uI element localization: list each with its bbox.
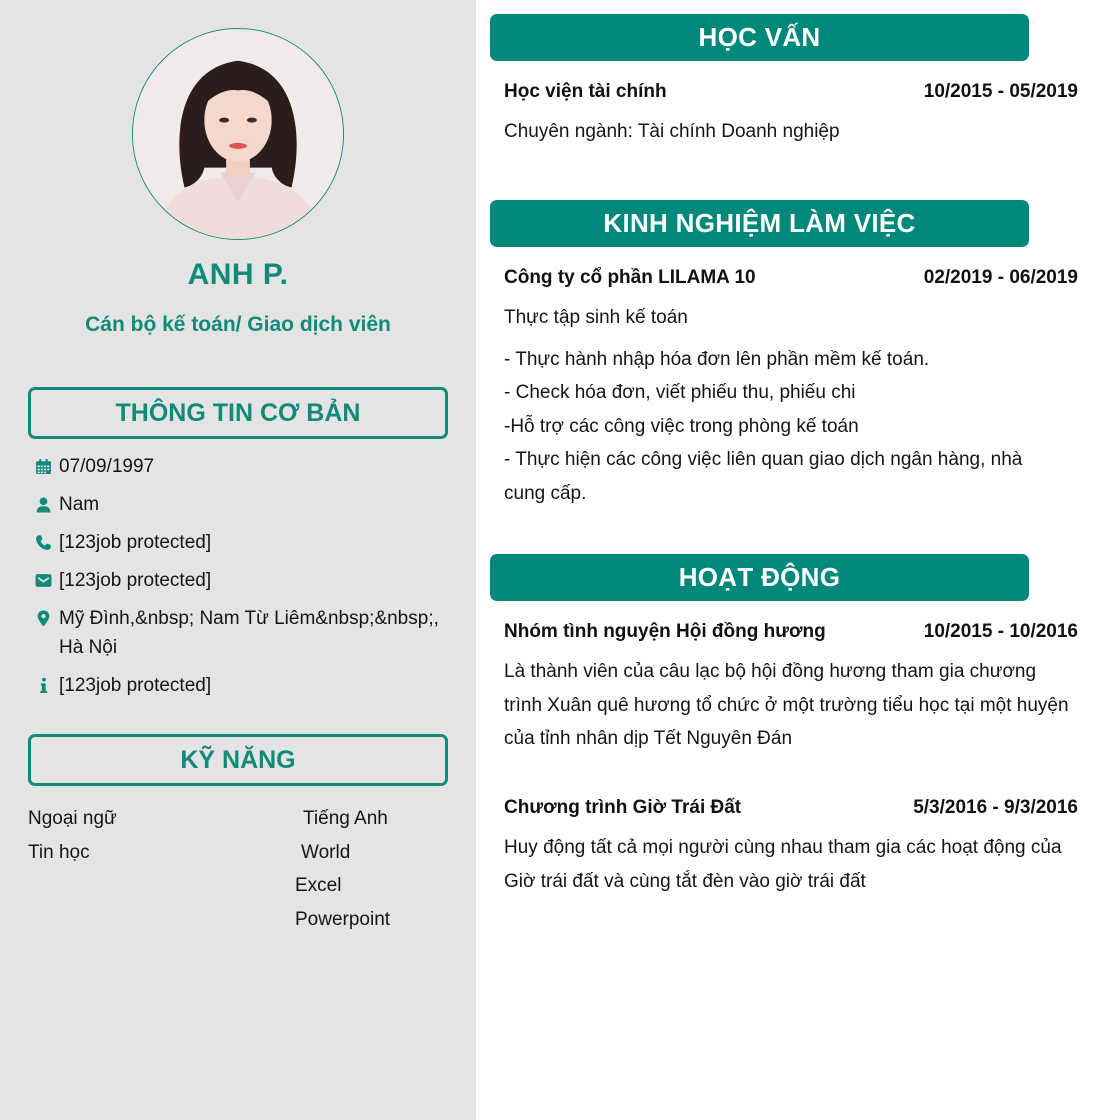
skill-row bbox=[28, 903, 448, 937]
email-value: [123job protected] bbox=[59, 570, 212, 591]
skill-label: Tin học bbox=[28, 841, 90, 863]
info-phone bbox=[33, 528, 453, 557]
skills-list bbox=[28, 802, 448, 936]
education-school: Học viện tài chính bbox=[504, 81, 667, 102]
skills-heading: KỸ NĂNG bbox=[28, 734, 448, 786]
experience-position: Thực tập sinh kế toán bbox=[504, 307, 688, 328]
activity-entry bbox=[504, 797, 1078, 898]
activity-date: 10/2015 - 10/2016 bbox=[923, 621, 1078, 642]
info-icon bbox=[33, 671, 53, 700]
birthdate-value: 07/09/1997 bbox=[59, 456, 155, 477]
profile-photo bbox=[133, 29, 343, 239]
skill-label: Ngoại ngữ bbox=[28, 808, 117, 829]
skill-value: World bbox=[301, 841, 351, 863]
experience-duty: - Thực hành nhập hóa đơn lên phần mềm kế toán. bbox=[504, 348, 930, 370]
activity-name: Chương trình Giờ Trái Đất bbox=[504, 797, 742, 818]
info-birthdate bbox=[33, 452, 453, 481]
activities-heading: HOẠT ĐỘNG bbox=[490, 554, 1029, 601]
experience-company: Công ty cổ phần LILAMA 10 bbox=[504, 267, 756, 288]
education-date: 10/2015 - 05/2019 bbox=[923, 81, 1078, 102]
address-value: Mỹ Đình,&nbsp; Nam Từ Liêm&nbsp;&nbsp;, Hà Nội bbox=[59, 608, 439, 658]
other-info-value: [123job protected] bbox=[59, 675, 212, 696]
gender-value: Nam bbox=[59, 494, 100, 515]
activity-description: Huy động tất cả mọi người cùng nhau tham gia các hoạt động của Giờ trái đất và cùng tắt đèn vào giờ trái đất bbox=[504, 837, 1062, 892]
main-content bbox=[476, 0, 1106, 1120]
skill-row bbox=[28, 836, 448, 870]
experience-heading: KINH NGHIỆM LÀM VIỆC bbox=[490, 200, 1029, 247]
activity-description: Là thành viên của câu lạc bộ hội đồng hương tham gia chương trình Xuân quê hương tổ chức ở một trường tiểu học tại một huyện của tỉnh nhân dịp Tết Nguyên Đán bbox=[504, 661, 1069, 749]
phone-value: [123job protected] bbox=[59, 532, 212, 553]
map-marker-icon bbox=[33, 604, 53, 633]
activity-date: 5/3/2016 - 9/3/2016 bbox=[913, 797, 1078, 818]
basic-info-list bbox=[33, 452, 453, 709]
education-major: Chuyên ngành: Tài chính Doanh nghiệp bbox=[504, 121, 840, 142]
envelope-icon bbox=[33, 566, 53, 595]
experience-duty: - Thực hiện các công việc liên quan giao dịch ngân hàng, nhà cung cấp. bbox=[504, 449, 1023, 504]
info-gender bbox=[33, 490, 453, 519]
info-email bbox=[33, 566, 453, 595]
basic-info-heading: THÔNG TIN CƠ BẢN bbox=[28, 387, 448, 439]
sidebar bbox=[0, 0, 476, 1120]
experience-duty: -Hỗ trợ các công việc trong phòng kế toán bbox=[504, 415, 859, 437]
info-address bbox=[33, 604, 453, 662]
skill-row bbox=[28, 802, 448, 836]
calendar-icon bbox=[33, 452, 53, 481]
activity-name: Nhóm tình nguyện Hội đồng hương bbox=[504, 621, 826, 642]
education-entry bbox=[504, 81, 1078, 149]
phone-icon bbox=[33, 528, 53, 557]
activity-entry bbox=[504, 621, 1078, 756]
candidate-job-title: Cán bộ kế toán/ Giao dịch viên bbox=[85, 313, 391, 336]
experience-date: 02/2019 - 06/2019 bbox=[923, 267, 1078, 288]
skill-value: Powerpoint bbox=[295, 908, 391, 930]
skill-row bbox=[28, 869, 448, 903]
avatar bbox=[132, 28, 344, 240]
experience-duty: - Check hóa đơn, viết phiếu thu, phiếu chi bbox=[504, 382, 856, 403]
skill-value: Excel bbox=[295, 875, 342, 896]
skill-value: Tiếng Anh bbox=[303, 808, 388, 829]
info-other bbox=[33, 671, 453, 700]
candidate-name: ANH P. bbox=[187, 258, 289, 291]
user-icon bbox=[33, 490, 53, 519]
education-heading: HỌC VẤN bbox=[490, 14, 1029, 61]
experience-entry bbox=[504, 267, 1078, 510]
